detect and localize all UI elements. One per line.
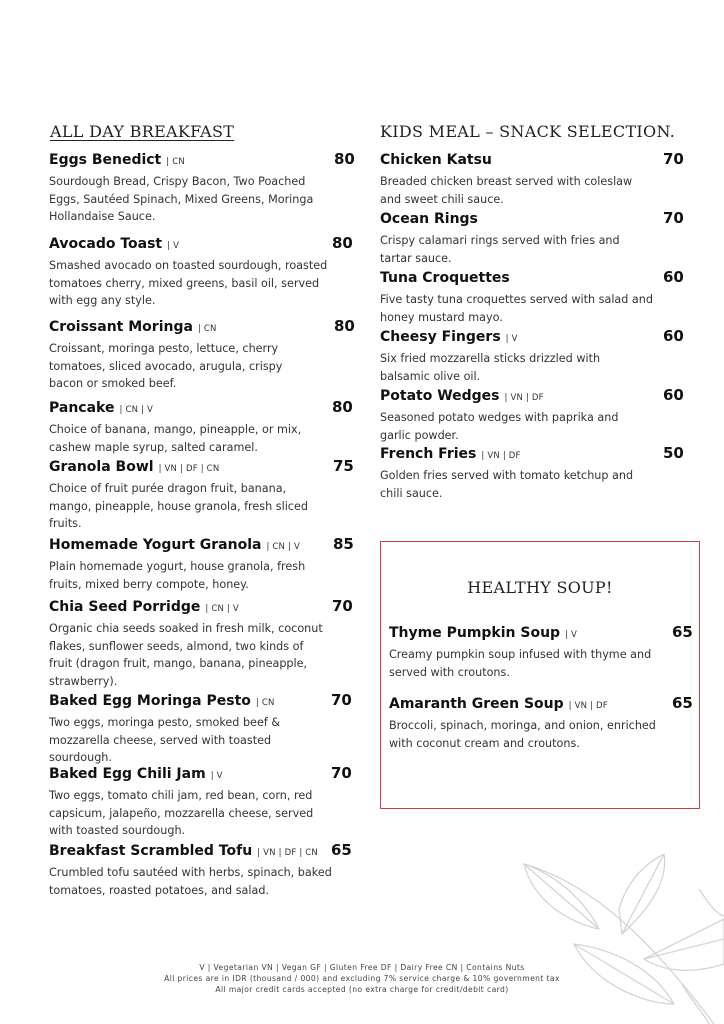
menu-item	[389, 625, 695, 681]
item-price: 60	[663, 327, 684, 345]
footer-cards-note: All major credit cards accepted (no extra charge for credit/debit card)	[215, 985, 509, 994]
item-tags: | VN | DF	[504, 393, 544, 403]
item-price: 60	[663, 386, 684, 404]
item-price: 80	[334, 150, 355, 168]
menu-item	[380, 329, 685, 385]
item-tags: | V	[565, 630, 578, 640]
item-tags: | CN | V	[266, 542, 300, 552]
item-name: Thyme Pumpkin Soup	[389, 625, 561, 641]
item-price: 80	[334, 317, 355, 335]
item-price: 70	[332, 597, 353, 615]
item-name: Breakfast Scrambled Tofu	[49, 843, 253, 859]
menu-item	[49, 537, 354, 593]
item-name: Baked Egg Moringa Pesto	[49, 693, 251, 709]
item-description: Seasoned potato wedges with paprika and garlic powder.	[380, 411, 619, 442]
item-description: Creamy pumpkin soup infused with thyme and served with croutons.	[389, 648, 652, 679]
item-description: Croissant, moringa pesto, lettuce, cherry tomatoes, sliced avocado, arugula, crispy bacon or smoked beef.	[49, 342, 283, 390]
item-description: Two eggs, tomato chili jam, red bean, corn, red capsicum, jalapeño, mozzarella cheese, served with toasted sourdough.	[49, 789, 314, 837]
item-price: 80	[332, 234, 353, 252]
item-tags: | VN | DF	[568, 701, 608, 711]
menu-item	[49, 236, 354, 310]
item-name: Granola Bowl	[49, 459, 154, 475]
menu-item	[49, 152, 354, 226]
item-description: Five tasty tuna croquettes served with salad and honey mustard mayo.	[380, 293, 653, 324]
item-price: 70	[331, 691, 352, 709]
item-description: Choice of fruit purée dragon fruit, banana, mango, pineapple, house granola, fresh sliced fruits.	[49, 482, 308, 530]
item-tags: | V	[210, 771, 223, 781]
item-name: Amaranth Green Soup	[389, 696, 564, 712]
item-name: Ocean Rings	[380, 211, 478, 227]
item-description: Golden fries served with tomato ketchup and chili sauce.	[380, 469, 634, 500]
leaf-branch-icon	[504, 854, 724, 1024]
item-description: Breaded chicken breast served with coleslaw and sweet chili sauce.	[380, 175, 633, 206]
menu-item	[380, 388, 685, 444]
item-name: Tuna Croquettes	[380, 270, 510, 286]
kids-title: KIDS MEAL – SNACK SELECTION.	[380, 122, 676, 141]
item-description: Plain homemade yogurt, house granola, fresh fruits, mixed berry compote, honey.	[49, 560, 306, 591]
item-price: 70	[663, 209, 684, 227]
soup-box	[380, 541, 700, 809]
item-description: Choice of banana, mango, pineapple, or mix, cashew maple syrup, salted caramel.	[49, 423, 302, 454]
item-price: 85	[333, 535, 354, 553]
item-tags: | VN | DF | CN	[257, 848, 318, 858]
menu-item	[380, 446, 685, 502]
item-description: Two eggs, moringa pesto, smoked beef & mozzarella cheese, served with toasted sourdough.	[49, 716, 281, 764]
menu-item	[49, 843, 354, 899]
item-name: Potato Wedges	[380, 388, 500, 404]
item-name: Croissant Moringa	[49, 319, 193, 335]
menu-item	[49, 693, 354, 767]
menu-item	[49, 766, 354, 840]
soup-title: HEALTHY SOUP!	[467, 578, 613, 597]
item-name: Avocado Toast	[49, 236, 163, 252]
menu-item	[49, 400, 354, 456]
menu-item	[380, 270, 685, 326]
item-price: 65	[331, 841, 352, 859]
item-name: French Fries	[380, 446, 477, 462]
item-description: Organic chia seeds soaked in fresh milk, coconut flakes, sunflower seeds, almond, two kinds of fruit (dragon fruit, mango, banana, pineapple, strawberry).	[49, 622, 323, 688]
footer-prices-note: All prices are in IDR (thousand / 000) and excluding 7% service charge & 10% government tax	[164, 974, 560, 983]
item-price: 80	[332, 398, 353, 416]
footer-legend: V | Vegetarian VN | Vegan GF | Gluten Free DF | Dairy Free CN | Contains Nuts	[199, 963, 525, 972]
item-tags: | V	[505, 334, 518, 344]
item-name: Chicken Katsu	[380, 152, 492, 168]
item-tags: | VN | DF | CN	[158, 464, 220, 474]
item-price: 75	[333, 457, 354, 475]
item-price: 65	[672, 694, 693, 712]
item-description: Smashed avocado on toasted sourdough, roasted tomatoes cherry, mixed greens, basil oil, served with egg any style.	[49, 259, 328, 307]
menu-item	[380, 152, 685, 208]
breakfast-title: ALL DAY BREAKFAST	[50, 122, 235, 141]
menu-item	[380, 211, 685, 267]
menu-item	[49, 599, 354, 690]
item-tags: | CN	[166, 157, 185, 167]
item-tags: | VN | DF	[481, 451, 521, 461]
item-description: Six fried mozzarella sticks drizzled with balsamic olive oil.	[380, 352, 601, 383]
item-name: Chia Seed Porridge	[49, 599, 201, 615]
item-name: Pancake	[49, 400, 115, 416]
menu-item	[49, 459, 354, 533]
item-tags: | CN | V	[205, 604, 239, 614]
item-price: 50	[663, 444, 684, 462]
item-description: Broccoli, spinach, moringa, and onion, enriched with coconut cream and croutons.	[389, 719, 656, 750]
item-description: Sourdough Bread, Crispy Bacon, Two Poached Eggs, Sautéed Spinach, Mixed Greens, Moringa Hollandaise Sauce.	[49, 175, 314, 223]
item-tags: | CN	[255, 698, 275, 708]
item-price: 60	[663, 268, 684, 286]
item-tags: | CN	[197, 324, 217, 334]
item-tags: | CN | V	[119, 405, 154, 415]
item-name: Homemade Yogurt Granola	[49, 537, 262, 553]
item-description: Crispy calamari rings served with fries and tartar sauce.	[380, 234, 620, 265]
item-price: 70	[663, 150, 684, 168]
item-name: Eggs Benedict	[49, 152, 162, 168]
item-name: Cheesy Fingers	[380, 329, 501, 345]
item-tags: | V	[167, 241, 180, 251]
item-description: Crumbled tofu sautéed with herbs, spinach, baked tomatoes, roasted potatoes, and salad.	[49, 866, 332, 897]
item-price: 65	[672, 623, 693, 641]
item-name: Baked Egg Chili Jam	[49, 766, 206, 782]
menu-item	[49, 319, 354, 393]
item-price: 70	[331, 764, 352, 782]
menu-item	[389, 696, 695, 752]
